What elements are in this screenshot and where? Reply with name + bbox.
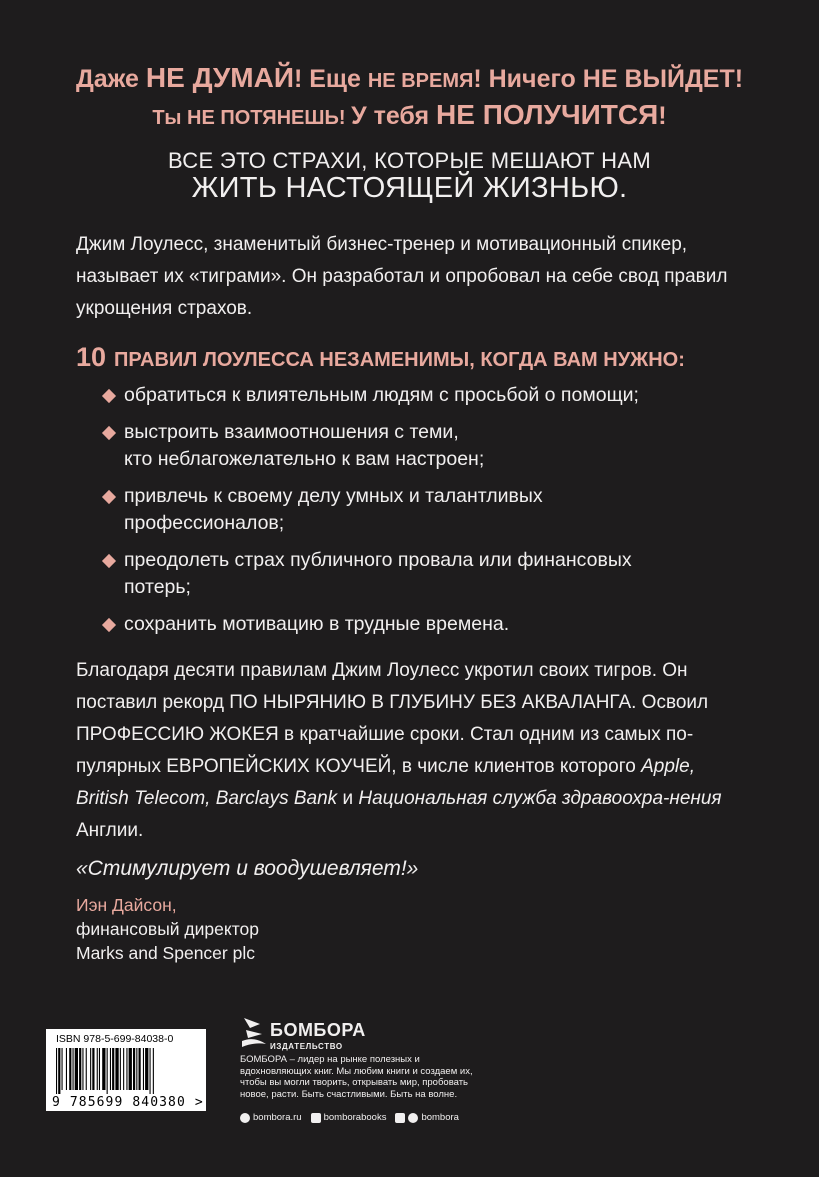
publisher-name: БОМБОРА xyxy=(270,1020,366,1040)
headline-segment: НЕ ДУМАЙ xyxy=(145,62,294,93)
rules-heading xyxy=(76,342,685,373)
barcode-bar xyxy=(73,1048,74,1090)
quote-author-block xyxy=(76,893,259,965)
social-link-site[interactable]: bombora.ru xyxy=(253,1112,302,1123)
list-item xyxy=(104,547,744,601)
youtube-icon xyxy=(395,1113,405,1123)
story-caps-text: ПРОФЕССИЮ ЖОКЕЯ xyxy=(76,724,279,745)
barcode-bar xyxy=(143,1048,144,1090)
headline-segment: У тебя xyxy=(351,102,437,130)
barcode-bar xyxy=(99,1048,100,1090)
barcode-bar xyxy=(120,1048,121,1090)
list-item xyxy=(104,611,744,638)
list-item-text: преодолеть страх публичного провала или финансовых потерь; xyxy=(124,549,632,598)
barcode-bar xyxy=(58,1048,60,1094)
headline-segment: ! xyxy=(658,102,667,130)
vk-icon xyxy=(311,1113,321,1123)
headline-segment: НЕ ВРЕМЯ xyxy=(367,70,474,92)
barcode-bar xyxy=(129,1048,132,1090)
publisher-sub: ИЗДАТЕЛЬСТВО xyxy=(270,1042,343,1051)
barcode-bar xyxy=(90,1048,91,1090)
barcode-bar xyxy=(62,1048,63,1090)
diamond-bullet-icon xyxy=(102,490,116,504)
rules-heading-text: ПРАВИЛ ЛОУЛЕССА НЕЗАМЕНИМЫ, КОГДА ВАМ НУЖНО: xyxy=(114,349,685,371)
story-text: в кратчайшие сроки. Стал одним из самых по-пулярных xyxy=(76,724,694,777)
barcode-bar xyxy=(82,1048,83,1090)
barcode-bar xyxy=(86,1048,87,1090)
barcode-icon xyxy=(54,1048,198,1094)
story-caps-text: ЕВРОПЕЙСКИХ КОУЧЕЙ xyxy=(166,756,392,777)
barcode-bar xyxy=(110,1048,111,1090)
fears-line-1: ВСЕ ЭТО СТРАХИ, КОТОРЫЕ МЕШАЮТ НАМ xyxy=(168,148,651,173)
headline-line-2 xyxy=(0,99,819,131)
diamond-bullet-icon xyxy=(102,618,116,632)
social-link-vk[interactable]: bomborabooks xyxy=(323,1112,387,1123)
barcode-bar xyxy=(126,1048,127,1090)
quote-author: Иэн Дайсон, xyxy=(76,895,177,915)
barcode-bar xyxy=(136,1048,137,1090)
story-italic-text: Apple, British Telecom, Barclays Bank xyxy=(76,756,695,809)
headline-segment: Даже xyxy=(75,65,146,93)
social-link-telegram[interactable]: bombora xyxy=(421,1112,459,1123)
barcode-bar xyxy=(133,1048,135,1090)
list-item xyxy=(104,483,744,537)
barcode-bar xyxy=(102,1048,105,1090)
story-text: Благодаря десяти правилам Джим Лоулесс укротил своих тигров. Он поставил рекорд xyxy=(76,660,688,713)
story-caps-text: ПО НЫРЯНИЮ В ГЛУБИНУ БЕЗ АКВАЛАНГА xyxy=(229,692,632,713)
story-text: Англии. xyxy=(76,820,144,841)
barcode-bar xyxy=(92,1048,94,1090)
list-item xyxy=(104,419,744,473)
story-paragraph xyxy=(76,655,748,847)
headline-segment: ! Еще xyxy=(293,65,368,93)
story-text: . Освоил xyxy=(631,692,709,713)
barcode-bar xyxy=(97,1048,98,1090)
intro-paragraph: Джим Лоулесс, знаменитый бизнес-тренер и мотивационный спикер, называет их «тиграми». Он разработал и опробовал на себе свод правил укрощения страхов. xyxy=(76,234,728,319)
headline-segment: НЕ ПОТЯНЕШЬ xyxy=(187,107,339,129)
list-item-text: привлечь к своему делу умных и талантливых профессионалов; xyxy=(124,485,543,534)
headline-segment: НЕ ПОЛУЧИТСЯ xyxy=(436,99,659,130)
barcode-bar xyxy=(69,1048,71,1090)
barcode-bar xyxy=(79,1048,81,1090)
barcode-bar xyxy=(107,1048,108,1094)
barcode-bar xyxy=(56,1048,57,1094)
story-text: , в числе клиентов которого xyxy=(391,756,642,777)
diamond-bullet-icon xyxy=(102,426,116,440)
rules-list xyxy=(104,382,744,648)
diamond-bullet-icon xyxy=(102,389,116,403)
headline-segment: ! Ничего xyxy=(473,65,583,93)
diamond-bullet-icon xyxy=(102,554,116,568)
quote-author-company: Marks and Spencer plc xyxy=(76,943,255,963)
list-item-text: обратиться к влиятельным людям с просьбой о помощи; xyxy=(124,384,639,406)
barcode-bar xyxy=(123,1048,124,1090)
barcode-bar xyxy=(145,1048,148,1090)
telegram-icon xyxy=(408,1113,418,1123)
list-item xyxy=(104,382,744,409)
quote-text: «Стимулирует и воодушевляет!» xyxy=(76,857,419,880)
headline-segment: ! xyxy=(734,65,744,93)
list-item-text: выстроить взаимоотношения с теми, кто неблагожелательно к вам настроен; xyxy=(124,421,485,470)
barcode-bar xyxy=(112,1048,114,1090)
headline-segment: Ты xyxy=(152,107,187,129)
story-text: и xyxy=(337,788,359,809)
list-item-text: сохранить мотивацию в трудные времена. xyxy=(124,613,510,635)
barcode-box xyxy=(46,1029,206,1111)
barcode-bar xyxy=(115,1048,118,1090)
barcode-bar xyxy=(66,1048,67,1090)
barcode-bar xyxy=(75,1048,78,1090)
barcode-bar xyxy=(139,1048,141,1090)
headline-segment: ! xyxy=(338,107,352,129)
barcode-bar xyxy=(153,1048,154,1094)
story-italic-text: Национальная служба здравоохра-нения xyxy=(358,788,722,809)
isbn-text: ISBN 978-5-699-84038-0 xyxy=(56,1033,174,1045)
headline-segment: НЕ ВЫЙДЕТ xyxy=(582,65,735,93)
publisher-tagline: БОМБОРА – лидер на рынке полезных и вдохновляющих книг. Мы любим книги и создаем их, чтобы вы могли творить, открывать мир, пробовать новое, расти. Быть счастливыми. Быть на волне. xyxy=(240,1054,473,1100)
barcode-digits: 9 785699 840380 > xyxy=(52,1095,204,1110)
fears-line-2: ЖИТЬ НАСТОЯЩЕЙ ЖИЗНЬЮ. xyxy=(191,172,628,204)
publisher-socials xyxy=(240,1112,468,1123)
headline-line-1 xyxy=(0,62,819,94)
barcode-bar xyxy=(150,1048,151,1094)
bombora-logo-icon xyxy=(240,1014,268,1054)
quote-author-role: финансовый директор xyxy=(76,919,260,939)
rules-number: 10 xyxy=(76,342,107,372)
web-icon xyxy=(240,1113,250,1123)
